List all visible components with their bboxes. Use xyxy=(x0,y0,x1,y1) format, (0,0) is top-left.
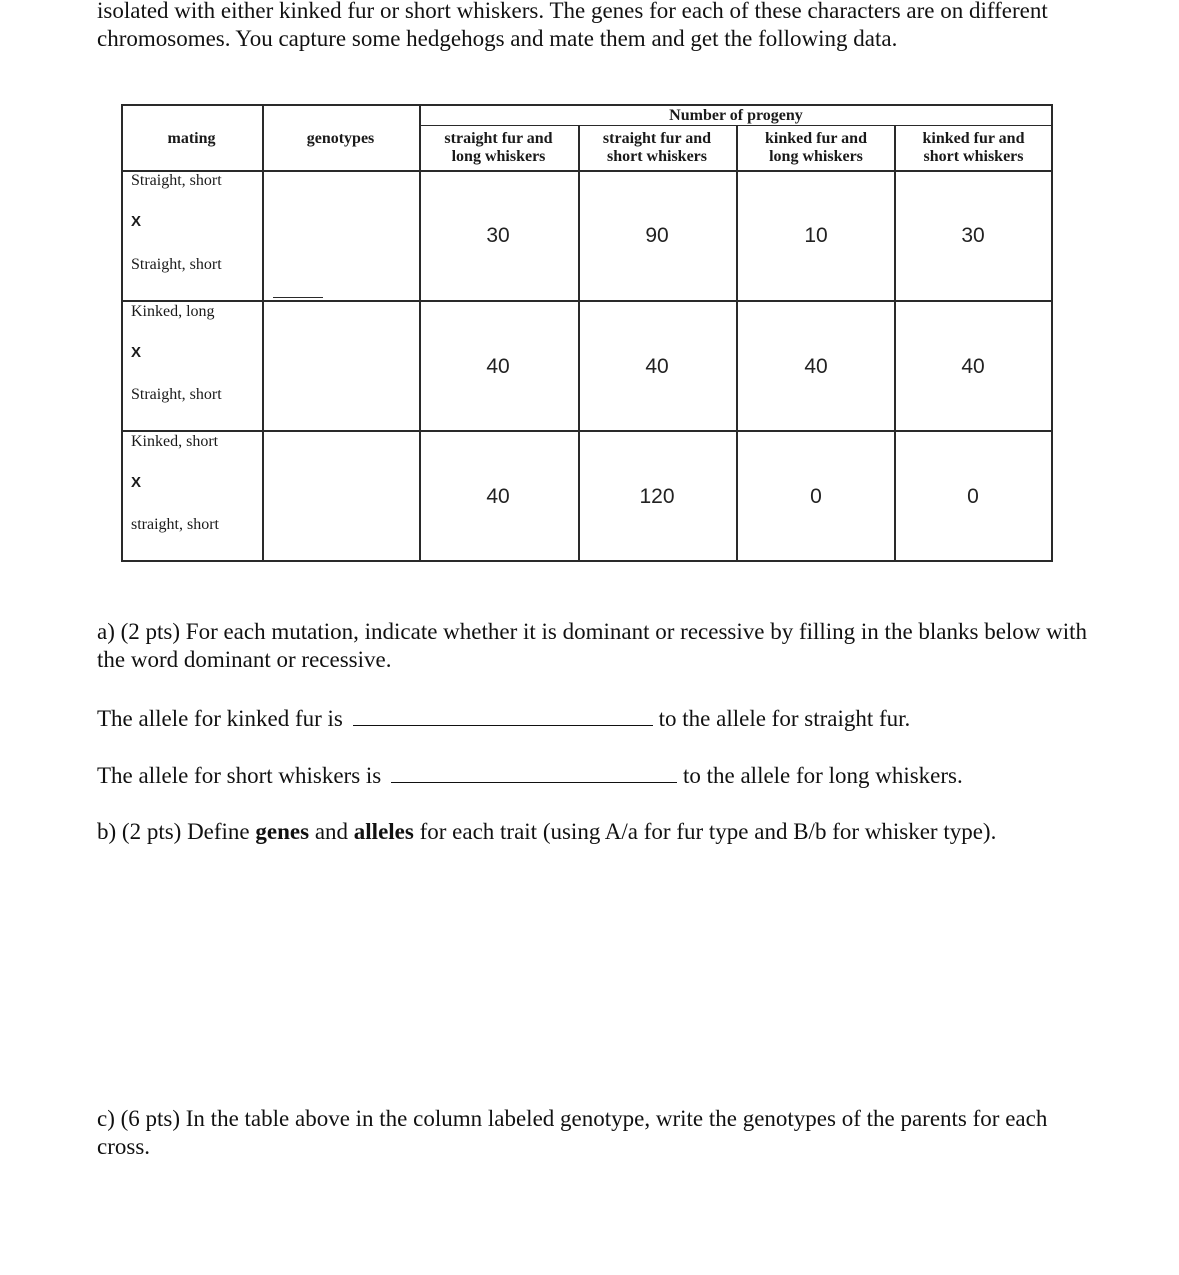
progeny-table xyxy=(121,104,1053,562)
question-b-suffix: for each trait (using A/a for fur type and B/b for whisker type). xyxy=(413,819,997,844)
header-kinked-long: kinked fur and long whiskers xyxy=(765,130,867,165)
blank1-before: The allele for kinked fur is xyxy=(97,706,343,731)
row3-kinked-short: 0 xyxy=(967,485,979,508)
row2-parent2: Straight, short xyxy=(131,386,222,403)
question-b-prefix: b) (2 pts) Define xyxy=(97,819,256,844)
row1-kinked-long: 10 xyxy=(804,224,828,247)
row3-straight-long: 40 xyxy=(486,485,510,508)
row3-parent2: straight, short xyxy=(131,516,219,533)
row3-cross: X xyxy=(131,474,142,491)
row1-cross: X xyxy=(131,213,142,230)
blank1-after: to the allele for straight fur. xyxy=(658,706,911,731)
row2-parent1: Kinked, long xyxy=(131,303,215,320)
header-kinked-short: kinked fur and short whiskers xyxy=(922,130,1025,165)
row2-kinked-long: 40 xyxy=(804,355,828,378)
header-straight-long: straight fur and long whiskers xyxy=(444,130,553,165)
row1-kinked-short: 30 xyxy=(961,224,985,247)
blank1-answer-line[interactable] xyxy=(353,704,653,726)
blank2-after: to the allele for long whiskers. xyxy=(682,763,963,788)
question-c: c) (6 pts) In the table above in the column labeled genotype, write the genotypes of the parents for each cross. xyxy=(97,1106,1048,1159)
intro-text: isolated with either kinked fur or short whiskers. The genes for each of these characters are on different chromosomes. You capture some hedgehogs and mate them and get the following data. xyxy=(97,0,1048,51)
row2-straight-short: 40 xyxy=(645,355,669,378)
header-mating: mating xyxy=(167,130,216,147)
row3-straight-short: 120 xyxy=(639,485,675,508)
row2-kinked-short: 40 xyxy=(961,355,985,378)
header-straight-short: straight fur and short whiskers xyxy=(602,130,712,165)
row1-parent1: Straight, short xyxy=(131,172,222,189)
blank2-answer-line[interactable] xyxy=(391,761,677,783)
fill-blank-whiskers xyxy=(97,761,963,790)
blank2-before: The allele for short whiskers is xyxy=(97,763,382,788)
question-a: a) (2 pts) For each mutation, indicate whether it is dominant or recessive by filling in the blanks below with the word dominant or recessive. xyxy=(97,619,1088,672)
row1-straight-short: 90 xyxy=(645,224,669,247)
row2-straight-long: 40 xyxy=(486,355,510,378)
fill-blank-kinked xyxy=(97,704,910,733)
row3-parent1: Kinked, short xyxy=(131,433,219,450)
row3-kinked-long: 0 xyxy=(810,485,822,508)
question-b-and: and xyxy=(309,819,354,844)
question-b-alleles: alleles xyxy=(353,819,414,844)
question-b-genes: genes xyxy=(255,819,310,844)
question-b xyxy=(97,818,1097,846)
header-genotypes: genotypes xyxy=(306,130,375,147)
row2-cross: X xyxy=(131,344,142,361)
row1-straight-long: 30 xyxy=(486,224,510,247)
row1-parent2: Straight, short xyxy=(131,256,222,273)
group-header: Number of progeny xyxy=(669,107,803,124)
